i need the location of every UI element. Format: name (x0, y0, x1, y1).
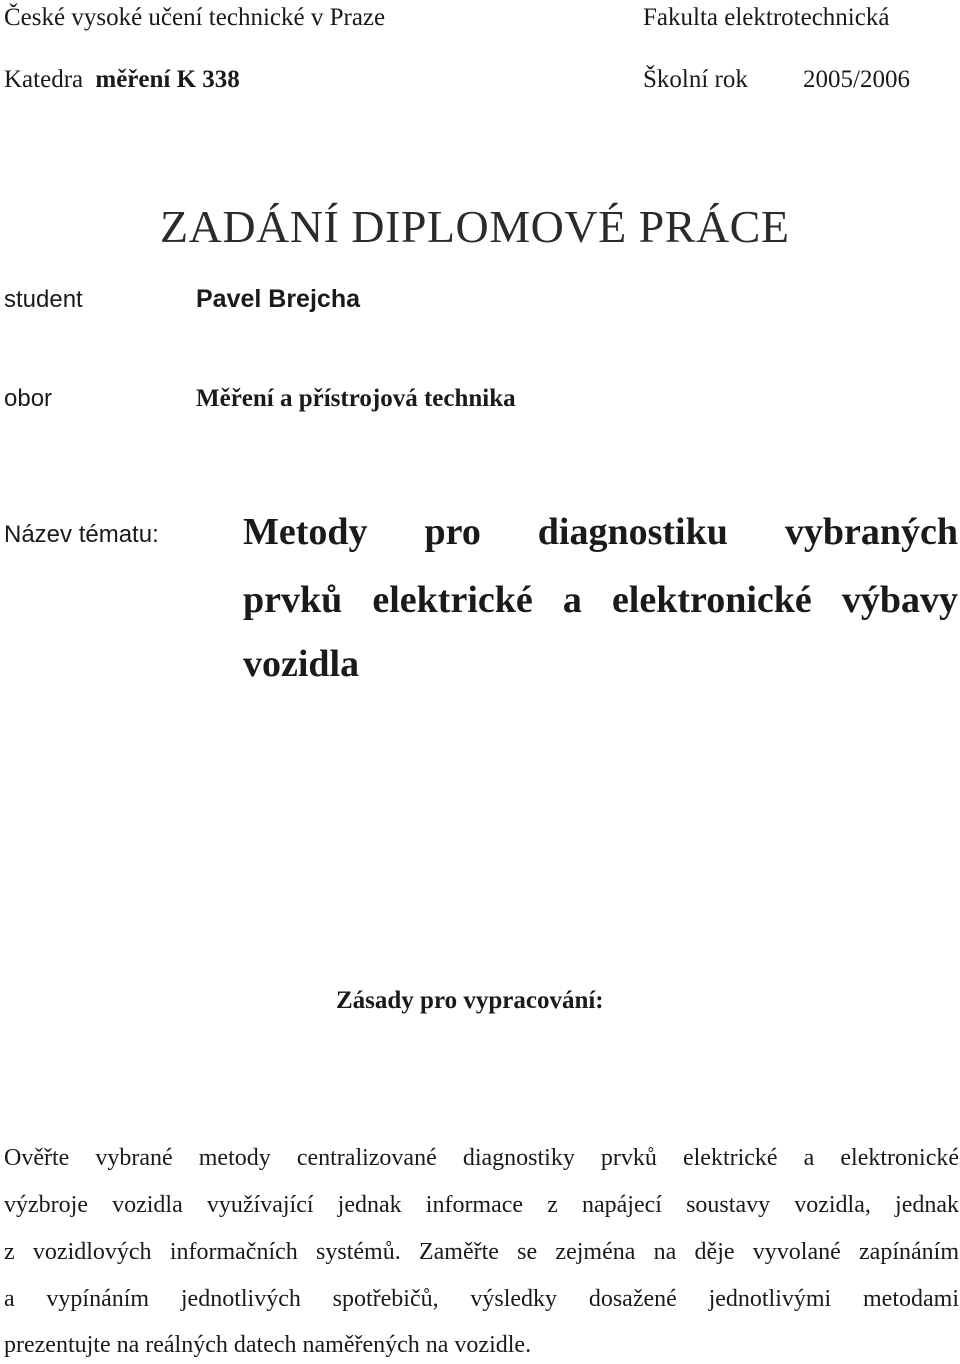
principles-heading: Zásady pro vypracování: (336, 987, 604, 1014)
department-name: měření K 338 (95, 66, 240, 93)
paragraph-line: z vozidlových informačních systémů. Zaměřte se zejména na děje vyvolané zapínáním (4, 1239, 959, 1265)
topic-label: Název tématu: (4, 521, 159, 548)
school-year-value: 2005/2006 (803, 66, 910, 93)
department-line (4, 66, 240, 94)
student-label: student (4, 286, 83, 313)
faculty-name: Fakulta elektrotechnická (643, 4, 890, 31)
field-value: Měření a přístrojová technika (196, 385, 516, 412)
university-name: České vysoké učení technické v Praze (4, 4, 386, 31)
paragraph-line: výzbroje vozidla využívající jednak informace z napájecí soustavy vozidla, jednak (4, 1192, 959, 1218)
paragraph-line: Ověřte vybrané metody centralizované diagnostiky prvků elektrické a elektronické (4, 1145, 959, 1171)
department-prefix: Katedra (4, 66, 84, 93)
paragraph-line: prezentujte na reálných datech naměřených na vozidle. (4, 1332, 532, 1358)
document-title: ZADÁNÍ DIPLOMOVÉ PRÁCE (160, 201, 790, 252)
topic-line: vozidla (243, 643, 360, 685)
student-name: Pavel Brejcha (196, 285, 360, 313)
topic-line: Metody pro diagnostiku vybraných (243, 511, 958, 553)
field-label: obor (4, 385, 53, 412)
school-year-label: Školní rok (643, 66, 748, 93)
topic-line: prvků elektrické a elektronické výbavy (243, 579, 958, 621)
paragraph-line: a vypínáním jednotlivých spotřebičů, výsledky dosažené jednotlivými metodami (4, 1286, 959, 1312)
